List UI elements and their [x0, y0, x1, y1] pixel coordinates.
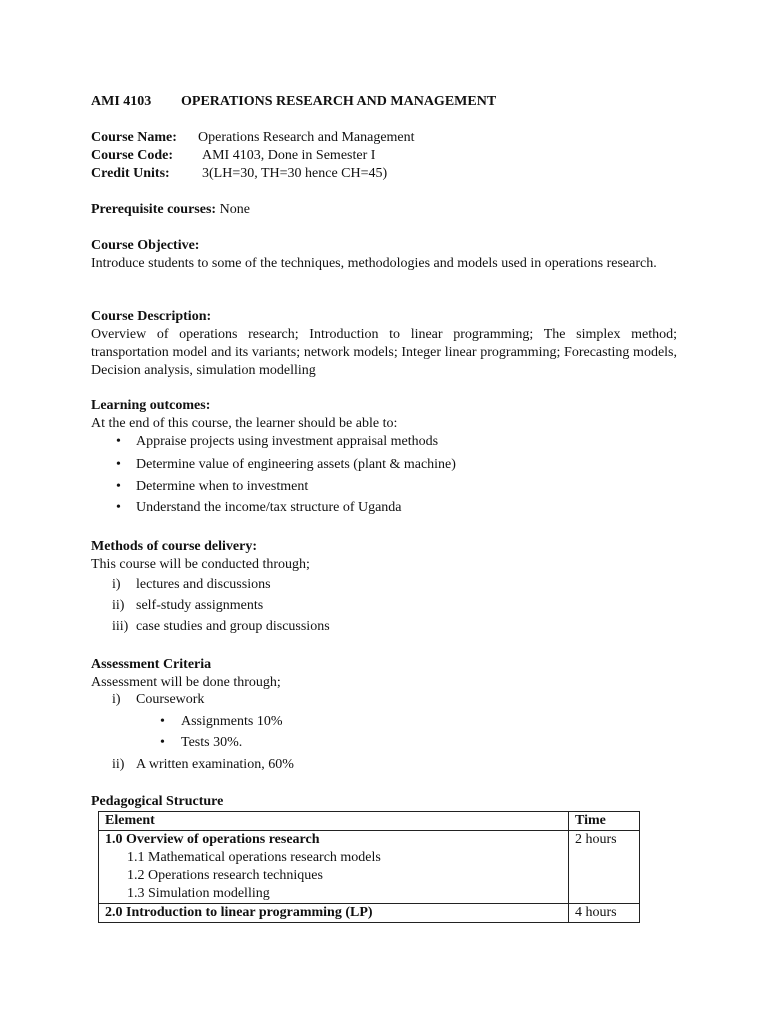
bullet-icon: •: [116, 457, 121, 472]
outcome-item: Determine value of engineering assets (plant & machine): [136, 457, 456, 472]
subtopic: 1.1 Mathematical operations research models: [127, 850, 381, 865]
credit-units-value: 3(LH=30, TH=30 hence CH=45): [202, 166, 388, 181]
delivery-heading: Methods of course delivery:: [91, 539, 258, 554]
prerequisite-label: Prerequisite courses:: [91, 202, 217, 217]
list-marker: i): [112, 692, 121, 707]
course-code-label: Course Code:: [91, 148, 174, 163]
subtopic: 1.3 Simulation modelling: [127, 886, 270, 901]
list-marker: iii): [112, 619, 129, 634]
delivery-item: lectures and discussions: [136, 577, 271, 592]
assessment-item: Coursework: [136, 692, 205, 707]
assessment-subitem: Assignments 10%: [181, 714, 283, 729]
table-row: [99, 831, 640, 904]
bullet-icon: •: [116, 434, 121, 449]
prerequisite-line: [91, 201, 250, 219]
outcome-item: Understand the income/tax structure of Uganda: [136, 500, 402, 515]
table-header-row: [99, 812, 640, 831]
assessment-subitem: Tests 30%.: [181, 735, 243, 750]
bullet-icon: •: [160, 735, 165, 750]
objective-heading: Course Objective:: [91, 238, 200, 253]
delivery-intro: This course will be conducted through;: [91, 557, 310, 572]
objective-text: Introduce students to some of the techniques, methodologies and models used in operations research.: [91, 256, 657, 271]
description-text: Overview of operations research; Introduction to linear programming; The simplex method; transportation model and its variants; network models; Integer linear programming; Forecasting models, Decision analysis, simulation modelling: [91, 327, 677, 378]
course-code-heading: AMI 4103: [91, 94, 152, 109]
bullet-icon: •: [160, 714, 165, 729]
description-heading: Course Description:: [91, 309, 212, 324]
prerequisite-value: None: [219, 202, 250, 217]
course-title-heading: OPERATIONS RESEARCH AND MANAGEMENT: [181, 94, 497, 109]
bullet-icon: •: [116, 479, 121, 494]
time-cell: 2 hours: [569, 831, 640, 904]
element-cell: [99, 831, 569, 904]
outcome-item: Determine when to investment: [136, 479, 309, 494]
delivery-item: case studies and group discussions: [136, 619, 330, 634]
outcomes-intro: At the end of this course, the learner should be able to:: [91, 416, 398, 431]
outcome-item: Appraise projects using investment appraisal methods: [136, 434, 439, 449]
table-row: [99, 904, 640, 923]
subtopic: 1.2 Operations research techniques: [127, 868, 323, 883]
assessment-heading: Assessment Criteria: [91, 657, 212, 672]
column-header-element: Element: [99, 812, 569, 831]
credit-units-label: Credit Units:: [91, 166, 170, 181]
column-header-time: Time: [569, 812, 640, 831]
assessment-item: A written examination, 60%: [136, 757, 294, 772]
list-marker: ii): [112, 757, 125, 772]
outcomes-heading: Learning outcomes:: [91, 398, 211, 413]
bullet-icon: •: [116, 500, 121, 515]
course-name-label: Course Name:: [91, 130, 177, 145]
list-marker: ii): [112, 598, 125, 613]
pedagogical-table: [98, 811, 640, 923]
topic-title: 1.0 Overview of operations research: [105, 832, 320, 847]
course-name-value: Operations Research and Management: [198, 130, 415, 145]
pedagogical-heading: Pedagogical Structure: [91, 794, 224, 809]
course-code-value: AMI 4103, Done in Semester I: [202, 148, 376, 163]
time-cell: 4 hours: [569, 904, 640, 923]
assessment-intro: Assessment will be done through;: [91, 675, 281, 690]
list-marker: i): [112, 577, 121, 592]
delivery-item: self-study assignments: [136, 598, 264, 613]
topic-title: 2.0 Introduction to linear programming (LP): [99, 904, 569, 923]
